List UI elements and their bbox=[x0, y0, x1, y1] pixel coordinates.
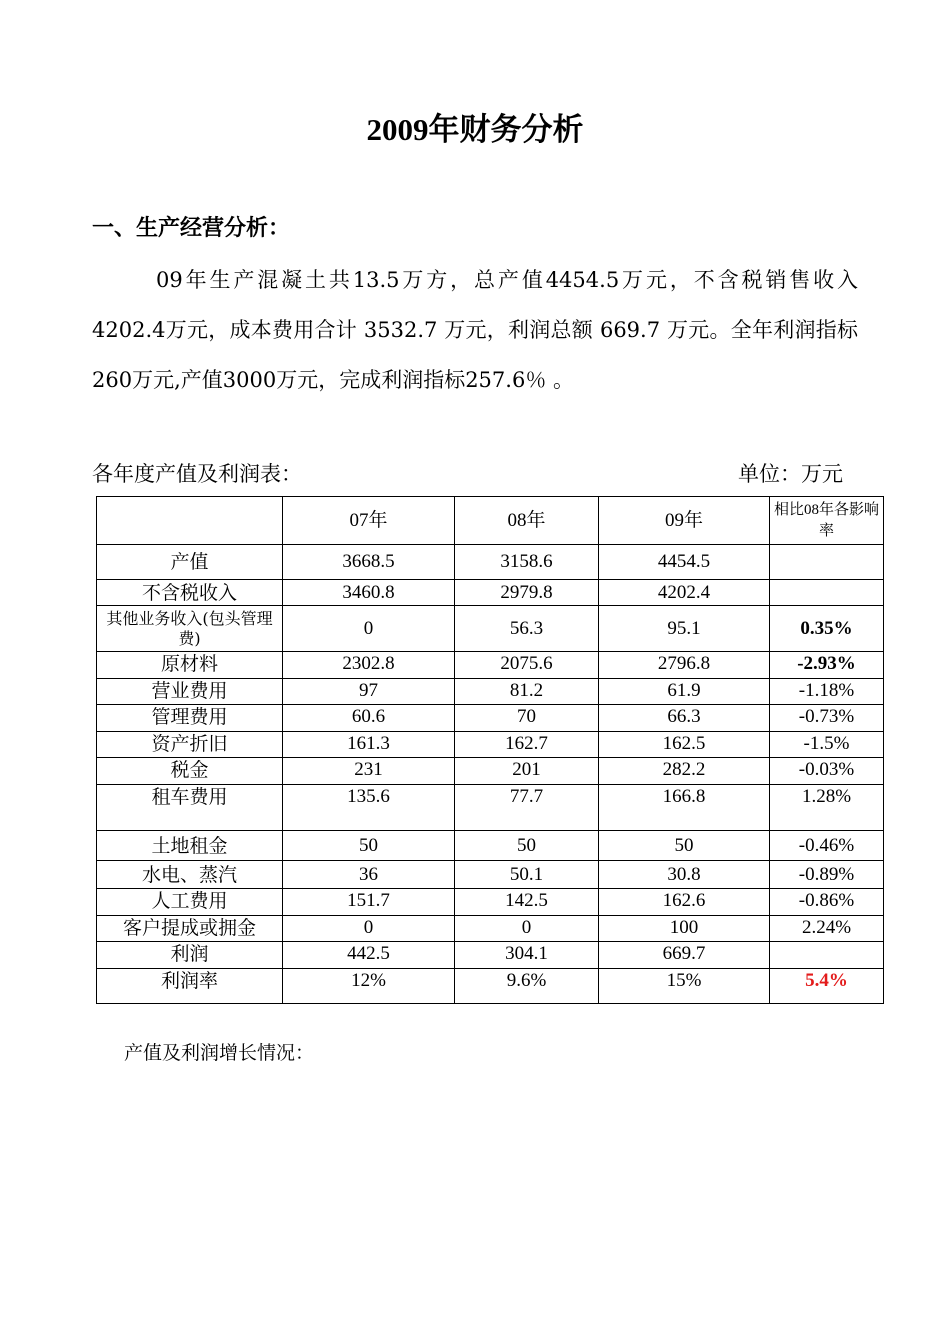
cell-08: 9.6% bbox=[455, 969, 599, 1004]
cell-09: 162.6 bbox=[599, 889, 770, 916]
cell-07: 60.6 bbox=[283, 705, 455, 732]
header-cell-08: 08年 bbox=[455, 497, 599, 545]
row-label: 管理费用 bbox=[97, 705, 283, 732]
cell-08: 70 bbox=[455, 705, 599, 732]
cell-07: 135.6 bbox=[283, 785, 455, 831]
cell-impact: -1.5% bbox=[770, 732, 884, 758]
cell-impact: -0.86% bbox=[770, 889, 884, 916]
production-summary-text: 09年生产混凝土共13.5万方，总产值4454.5万元，不含税销售收入4202.4万元，成本费用合计 3532.7 万元，利润总额 669.7 万元。全年利润指标 260万元,产值3000万元，完成利润指标257.6％ 。 bbox=[92, 268, 858, 392]
row-label: 人工费用 bbox=[97, 889, 283, 916]
cell-impact: -0.89% bbox=[770, 861, 884, 889]
cell-09: 30.8 bbox=[599, 861, 770, 889]
cell-impact: -0.73% bbox=[770, 705, 884, 732]
table-row bbox=[97, 580, 884, 606]
cell-09: 4202.4 bbox=[599, 580, 770, 606]
growth-caption: 产值及利润增长情况： bbox=[124, 1042, 315, 1064]
row-label: 原材料 bbox=[97, 652, 283, 679]
cell-impact: 1.28% bbox=[770, 785, 884, 831]
cell-07: 151.7 bbox=[283, 889, 455, 916]
header-cell-09: 09年 bbox=[599, 497, 770, 545]
cell-07: 97 bbox=[283, 679, 455, 705]
cell-08: 50.1 bbox=[455, 861, 599, 889]
cell-08: 0 bbox=[455, 916, 599, 942]
cell-08: 81.2 bbox=[455, 679, 599, 705]
cell-07: 231 bbox=[283, 758, 455, 785]
cell-08: 56.3 bbox=[455, 606, 599, 652]
row-label: 租车费用 bbox=[97, 785, 283, 831]
cell-07: 3668.5 bbox=[283, 545, 455, 580]
table-row bbox=[97, 732, 884, 758]
cell-impact: -0.46% bbox=[770, 831, 884, 861]
cell-08: 77.7 bbox=[455, 785, 599, 831]
table-caption: 各年度产值及利润表： bbox=[92, 462, 302, 486]
cell-09: 4454.5 bbox=[599, 545, 770, 580]
cell-08: 50 bbox=[455, 831, 599, 861]
production-summary-paragraph bbox=[92, 255, 858, 405]
table-header-row bbox=[97, 497, 884, 545]
header-cell-impact: 相比08年各影响率 bbox=[770, 497, 884, 545]
cell-09: 282.2 bbox=[599, 758, 770, 785]
row-label: 利润 bbox=[97, 942, 283, 969]
cell-impact bbox=[770, 580, 884, 606]
row-label: 其他业务收入(包头管理费) bbox=[97, 606, 283, 652]
table-row bbox=[97, 705, 884, 732]
table-row bbox=[97, 679, 884, 705]
cell-impact: -2.93% bbox=[770, 652, 884, 679]
table-row bbox=[97, 652, 884, 679]
table-row bbox=[97, 545, 884, 580]
section-heading-production: 一、生产经营分析： bbox=[92, 216, 291, 241]
cell-impact bbox=[770, 942, 884, 969]
cell-07: 442.5 bbox=[283, 942, 455, 969]
row-label: 不含税收入 bbox=[97, 580, 283, 606]
row-label: 税金 bbox=[97, 758, 283, 785]
cell-09: 50 bbox=[599, 831, 770, 861]
cell-09: 162.5 bbox=[599, 732, 770, 758]
cell-07: 12% bbox=[283, 969, 455, 1004]
cell-08: 142.5 bbox=[455, 889, 599, 916]
cell-impact: 0.35% bbox=[770, 606, 884, 652]
header-cell-blank bbox=[97, 497, 283, 545]
cell-08: 2979.8 bbox=[455, 580, 599, 606]
cell-08: 162.7 bbox=[455, 732, 599, 758]
cell-07: 161.3 bbox=[283, 732, 455, 758]
row-label: 客户提成或拥金 bbox=[97, 916, 283, 942]
table-row bbox=[97, 942, 884, 969]
cell-07: 3460.8 bbox=[283, 580, 455, 606]
cell-impact: -1.18% bbox=[770, 679, 884, 705]
cell-09: 100 bbox=[599, 916, 770, 942]
row-label: 土地租金 bbox=[97, 831, 283, 861]
cell-09: 15% bbox=[599, 969, 770, 1004]
financial-table bbox=[96, 496, 884, 1004]
cell-09: 61.9 bbox=[599, 679, 770, 705]
table-row bbox=[97, 785, 884, 831]
cell-08: 304.1 bbox=[455, 942, 599, 969]
cell-09: 2796.8 bbox=[599, 652, 770, 679]
row-label: 水电、蒸汽 bbox=[97, 861, 283, 889]
cell-08: 2075.6 bbox=[455, 652, 599, 679]
table-row bbox=[97, 831, 884, 861]
cell-impact bbox=[770, 545, 884, 580]
cell-07: 0 bbox=[283, 916, 455, 942]
header-cell-07: 07年 bbox=[283, 497, 455, 545]
cell-07: 36 bbox=[283, 861, 455, 889]
row-label: 营业费用 bbox=[97, 679, 283, 705]
cell-09: 166.8 bbox=[599, 785, 770, 831]
table-row bbox=[97, 969, 884, 1004]
table-unit: 单位：万元 bbox=[738, 462, 843, 486]
cell-08: 3158.6 bbox=[455, 545, 599, 580]
row-label: 利润率 bbox=[97, 969, 283, 1004]
cell-impact-highlight: 5.4% bbox=[770, 969, 884, 1004]
page-title: 2009年财务分析 bbox=[366, 112, 584, 147]
table-row bbox=[97, 861, 884, 889]
cell-09: 95.1 bbox=[599, 606, 770, 652]
cell-08: 201 bbox=[455, 758, 599, 785]
cell-impact: 2.24% bbox=[770, 916, 884, 942]
cell-07: 0 bbox=[283, 606, 455, 652]
cell-impact: -0.03% bbox=[770, 758, 884, 785]
cell-09: 669.7 bbox=[599, 942, 770, 969]
table-row bbox=[97, 606, 884, 652]
row-label: 资产折旧 bbox=[97, 732, 283, 758]
table-row bbox=[97, 889, 884, 916]
cell-07: 2302.8 bbox=[283, 652, 455, 679]
cell-09: 66.3 bbox=[599, 705, 770, 732]
cell-07: 50 bbox=[283, 831, 455, 861]
table-row bbox=[97, 916, 884, 942]
table-row bbox=[97, 758, 884, 785]
row-label: 产值 bbox=[97, 545, 283, 580]
